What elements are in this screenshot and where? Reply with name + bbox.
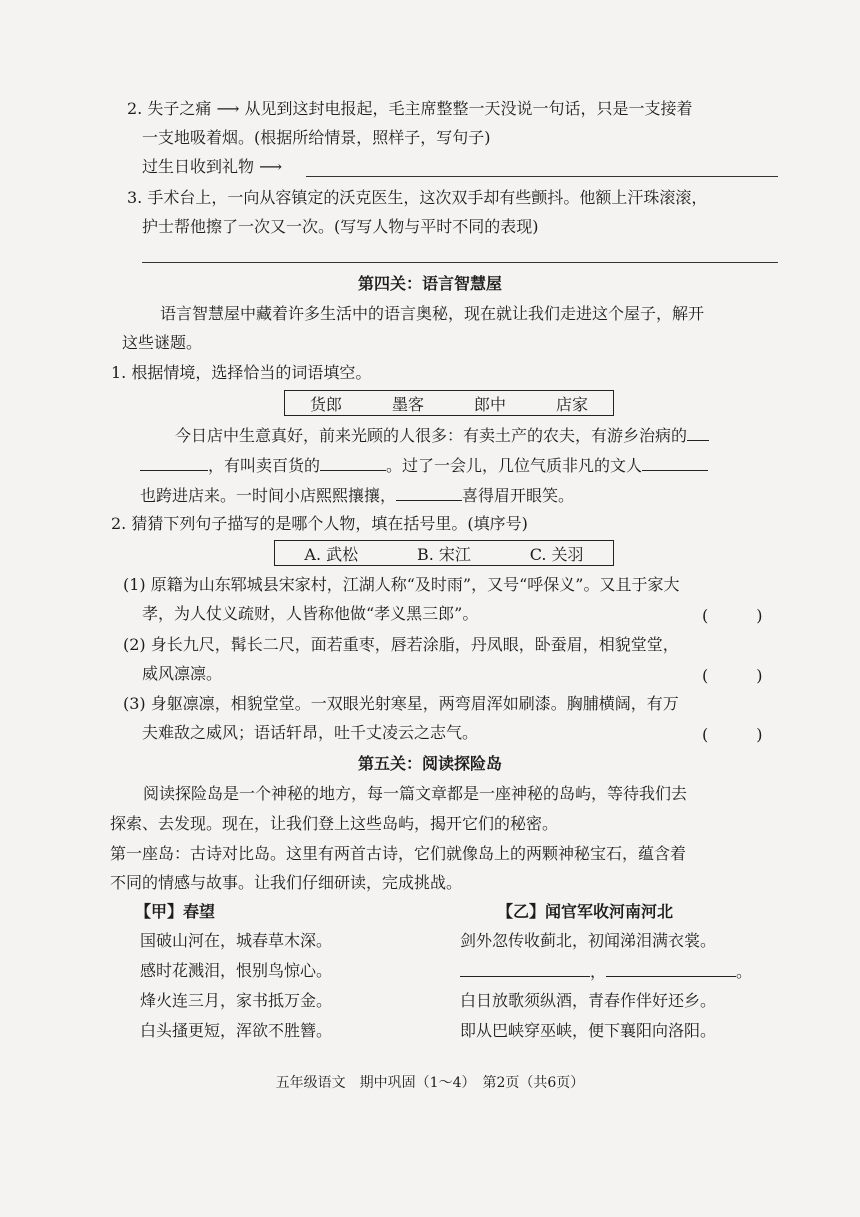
fill-blank-2[interactable] (320, 454, 386, 471)
word-bank (284, 390, 614, 416)
word-option: 郎中 (473, 394, 506, 414)
option-a: A. 武松 (304, 544, 359, 564)
character-options (274, 540, 614, 566)
poem-b-line1: 剑外忽传收蓟北，初闻涕泪满衣裳。 (460, 931, 717, 950)
fill-line-a (175, 424, 709, 447)
poem-b-period: 。 (736, 962, 753, 981)
poem-b-blank-1[interactable] (460, 960, 590, 977)
section4-intro1: 语言智慧屋中藏着许多生活中的语言奥秘，现在就让我们走进这个屋子，解开 (160, 304, 705, 323)
answer-paren-3[interactable]: ( ) (702, 725, 763, 744)
section5-intro1: 阅读探险岛是一个神秘的地方，每一篇文章都是一座神秘的岛屿，等待我们去 (143, 784, 688, 803)
section5-intro2: 探索、去发现。现在，让我们登上这些岛屿，揭开它们的秘密。 (110, 814, 559, 833)
poem-a-line1: 国破山河在，城春草木深。 (140, 931, 333, 950)
poem-b-line4: 即从巴峡穿巫峡，便下襄阳向洛阳。 (460, 1021, 717, 1040)
island1-line2: 不同的情感与故事。让我们仔细研读，完成挑战。 (110, 873, 463, 892)
item1-line1: (1) 原籍为山东郓城县宋家村，江湖人称“及时雨”，又号“呼保义”。又且于家大 (123, 575, 680, 594)
poem-a-title: 【甲】春望 (135, 902, 216, 921)
poem-b-comma: ， (590, 962, 607, 981)
answer-paren-2[interactable]: ( ) (702, 666, 763, 685)
section4-q2-title: 2. 猜猜下列句子描写的是哪个人物，填在括号里。(填序号) (111, 514, 528, 533)
poem-b-title: 【乙】闻官军收河南河北 (497, 902, 674, 921)
fill-text-a: 今日店中生意真好，前来光顾的人很多：有卖土产的农夫，有游乡治病的 (175, 426, 688, 445)
fill-blank-3[interactable] (642, 454, 708, 471)
option-c: C. 关羽 (529, 544, 584, 564)
q2-answer-line[interactable] (306, 176, 778, 177)
poem-b-line2 (460, 960, 752, 983)
q2-line2: 一支地吸着烟。(根据所给情景，照样子，写句子) (142, 128, 491, 147)
fill-blank-4[interactable] (396, 484, 462, 501)
poem-b-line3: 白日放歌须纵酒，青春作伴好还乡。 (460, 991, 717, 1010)
island1-line1: 第一座岛：古诗对比岛。这里有两首古诗，它们就像岛上的两颗神秘宝石，蕴含着 (110, 844, 687, 863)
poem-a-line2: 感时花溅泪，恨别鸟惊心。 (140, 961, 333, 980)
item2-line1: (2) 身长九尺，髯长二尺，面若重枣，唇若涂脂，丹凤眼，卧蚕眉，相貌堂堂， (123, 635, 679, 654)
poem-a-line4: 白头搔更短，浑欲不胜簪。 (140, 1021, 333, 1040)
fill-line-c (140, 484, 574, 507)
item2-line2: 威风凛凛。 (142, 664, 223, 683)
poem-a-line3: 烽火连三月，家书抵万金。 (140, 991, 333, 1010)
q2-line1: 2. 失子之痛 ⟶ 从见到这封电报起，毛主席整整一天没说一句话，只是一支接着 (127, 99, 693, 118)
word-option: 墨客 (391, 394, 424, 414)
fill-text-b2: 。过了一会儿，几位气质非凡的文人 (386, 456, 643, 475)
section5-title: 第五关：阅读探险岛 (357, 754, 502, 773)
q3-answer-line[interactable] (142, 262, 778, 263)
page-footer: 五年级语文 期中巩固（1～4） 第2页（共6页） (275, 1075, 585, 1091)
q3-line1: 3. 手术台上，一向从容镇定的沃克医生，这次双手却有些颤抖。他额上汗珠滚滚， (127, 188, 708, 207)
item3-line2: 夫难敌之威风；语话轩昂，吐千丈凌云之志气。 (142, 723, 479, 742)
fill-blank-1-cont[interactable] (140, 454, 208, 471)
fill-text-c2: 喜得眉开眼笑。 (462, 486, 575, 505)
answer-paren-1[interactable]: ( ) (702, 606, 763, 625)
q3-line2: 护士帮他擦了一次又一次。(写写人物与平时不同的表现) (142, 217, 539, 236)
fill-line-b (140, 454, 708, 477)
fill-blank-1[interactable] (687, 424, 709, 441)
item1-line2: 孝，为人仗义疏财，人皆称他做“孝义黑三郎”。 (142, 604, 479, 623)
option-b: B. 宋江 (416, 544, 471, 564)
q2-prompt: 过生日收到礼物 ⟶ (142, 157, 283, 176)
fill-text-b1: ，有叫卖百货的 (208, 456, 321, 475)
section4-intro2: 这些谜题。 (122, 333, 203, 352)
section4-q1-title: 1. 根据情境，选择恰当的词语填空。 (111, 363, 372, 382)
item3-line1: (3) 身躯凛凛，相貌堂堂。一双眼光射寒星，两弯眉浑如刷漆。胸脯横阔，有万 (123, 694, 679, 713)
fill-text-c1: 也跨进店来。一时间小店熙熙攘攘， (140, 486, 397, 505)
poem-b-blank-2[interactable] (606, 960, 736, 977)
word-option: 货郎 (309, 394, 342, 414)
word-option: 店家 (555, 394, 588, 414)
section4-title: 第四关：语言智慧屋 (357, 274, 502, 293)
